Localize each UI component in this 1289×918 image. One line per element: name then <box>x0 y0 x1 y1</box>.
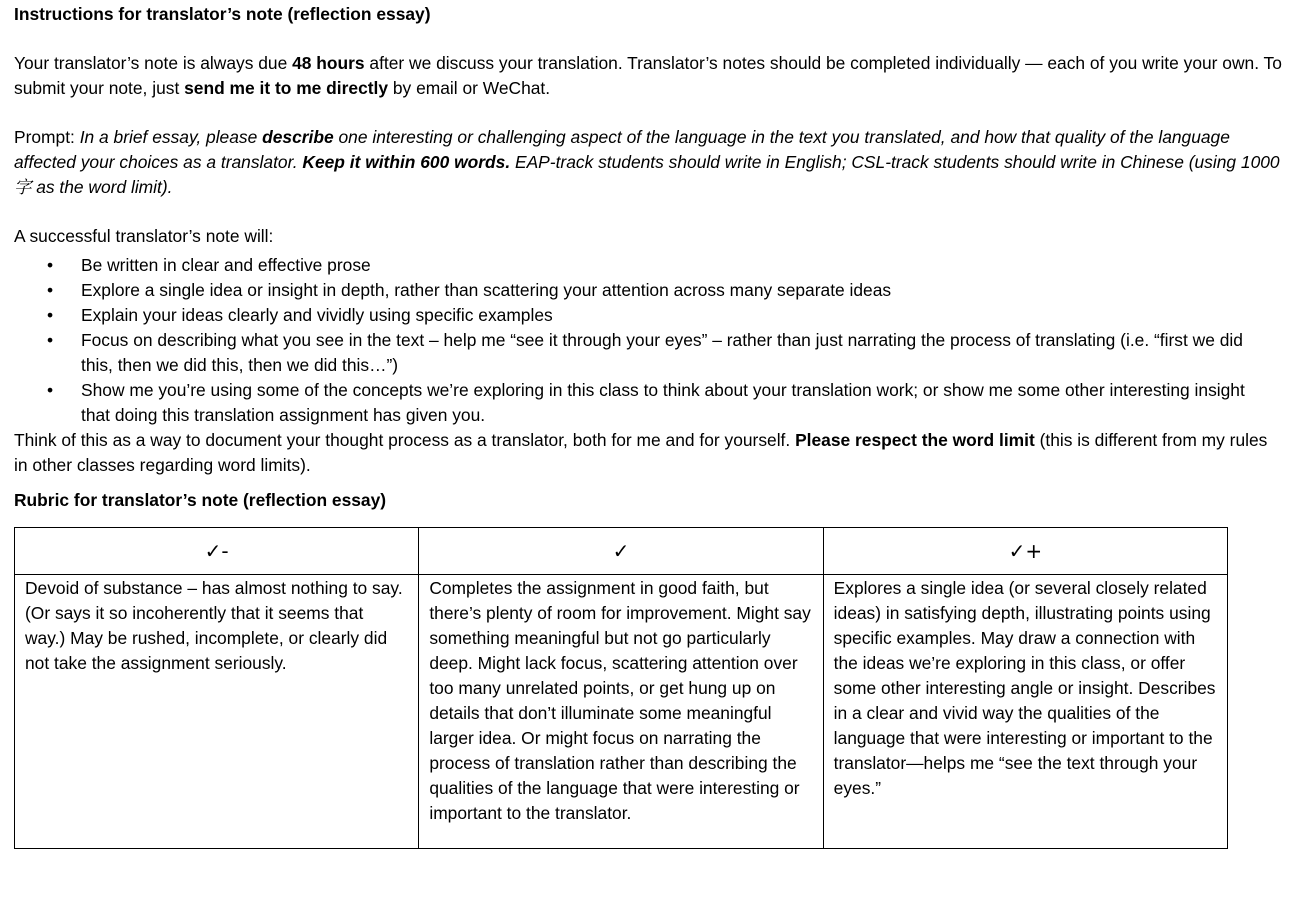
due-hours: 48 hours <box>292 53 365 73</box>
rubric-table <box>14 527 1228 849</box>
criteria-item <box>14 303 1251 328</box>
bullet-icon: • <box>46 255 54 275</box>
rubric-header-row <box>15 528 1228 575</box>
criteria-text: Focus on describing what you see in the text – help me “see it through your eyes” – rather than just narrating the process of translating (i.e. “first we did this, then we did this, then we did this…”) <box>81 330 1243 375</box>
rubric-cell-check: Completes the assignment in good faith, but there’s plenty of room for improvement. Might say something meaningful but not go particularly deep. Might lack focus, scattering attention over too many unrelated points, or get hung up on details that don’t illuminate some meaningful larger idea. Or might focus on narrating the process of translation rather than describing the qualities of the language that were interesting or important to the translator. <box>419 575 823 849</box>
rubric-heading: Rubric for translator’s note (reflection essay) <box>14 490 387 510</box>
bullet-icon: • <box>46 305 54 325</box>
prompt-text-1: In a brief essay, please <box>79 127 263 147</box>
criteria-item <box>14 253 1251 278</box>
criteria-text: Be written in clear and effective prose <box>81 255 371 275</box>
bullet-icon: • <box>46 380 54 400</box>
criteria-text: Explore a single idea or insight in depth, rather than scattering your attention across many separate ideas <box>81 280 892 300</box>
due-text-1: Your translator’s note is always due <box>14 53 293 73</box>
criteria-item <box>14 278 1251 303</box>
criteria-list <box>14 253 1284 428</box>
closing-word-limit: Please respect the word limit <box>795 430 1035 450</box>
prompt-word-limit: Keep it within 600 words. <box>302 152 511 172</box>
rubric-description-row <box>15 575 1228 849</box>
prompt-text-2: one interesting or challenging aspect of the language in the text you translated, and how that quality of the language affected your choices as a translator. <box>14 127 1230 172</box>
closing-paragraph <box>14 428 1284 478</box>
prompt-describe: describe <box>262 127 334 147</box>
bullet-icon: • <box>46 330 54 350</box>
criteria-item <box>14 328 1251 378</box>
rubric-header-check: ✓ <box>419 528 823 575</box>
submit-directly: send me it to me directly <box>184 78 389 98</box>
rubric-header-check-plus: ✓+ <box>823 528 1227 575</box>
instructions-heading: Instructions for translator’s note (reflection essay) <box>14 4 431 24</box>
rubric-header-check-minus: ✓- <box>15 528 419 575</box>
criteria-item <box>14 378 1251 428</box>
document-page <box>14 2 1284 849</box>
closing-text-1: Think of this as a way to document your thought process as a translator, both for me and for yourself. <box>14 430 796 450</box>
success-intro: A successful translator’s note will: <box>14 226 274 246</box>
bullet-icon: • <box>46 280 54 300</box>
prompt-text-3: EAP-track students should write in English; CSL-track students should write in Chinese (using 1000 字 as the word limit). <box>14 152 1280 197</box>
due-text-2: after we discuss your translation. Translator’s notes should be completed individually — each of you write your own. To submit your note, just <box>14 53 1282 98</box>
due-text-3: by email or WeChat. <box>388 78 551 98</box>
criteria-text: Show me you’re using some of the concepts we’re exploring in this class to think about your translation work; or show me some other interesting insight that doing this translation assignment has given you. <box>81 380 1245 425</box>
prompt-paragraph <box>14 125 1284 200</box>
rubric-cell-check-plus: Explores a single idea (or several closely related ideas) in satisfying depth, illustrating points using specific examples. May draw a connection with the ideas we’re exploring in this class, or offer some other interesting angle or insight. Describes in a clear and vivid way the qualities of the language that were interesting or important to the translator—helps me “see the text through your eyes.” <box>823 575 1227 849</box>
rubric-cell-check-minus: Devoid of substance – has almost nothing to say. (Or says it so incoherently that it seems that way.) May be rushed, incomplete, or clearly did not take the assignment seriously. <box>15 575 419 849</box>
due-paragraph <box>14 51 1284 101</box>
criteria-text: Explain your ideas clearly and vividly using specific examples <box>81 305 553 325</box>
closing-text-2: (this is different from my rules in other classes regarding word limits). <box>14 430 1268 475</box>
prompt-label: Prompt: <box>14 127 80 147</box>
